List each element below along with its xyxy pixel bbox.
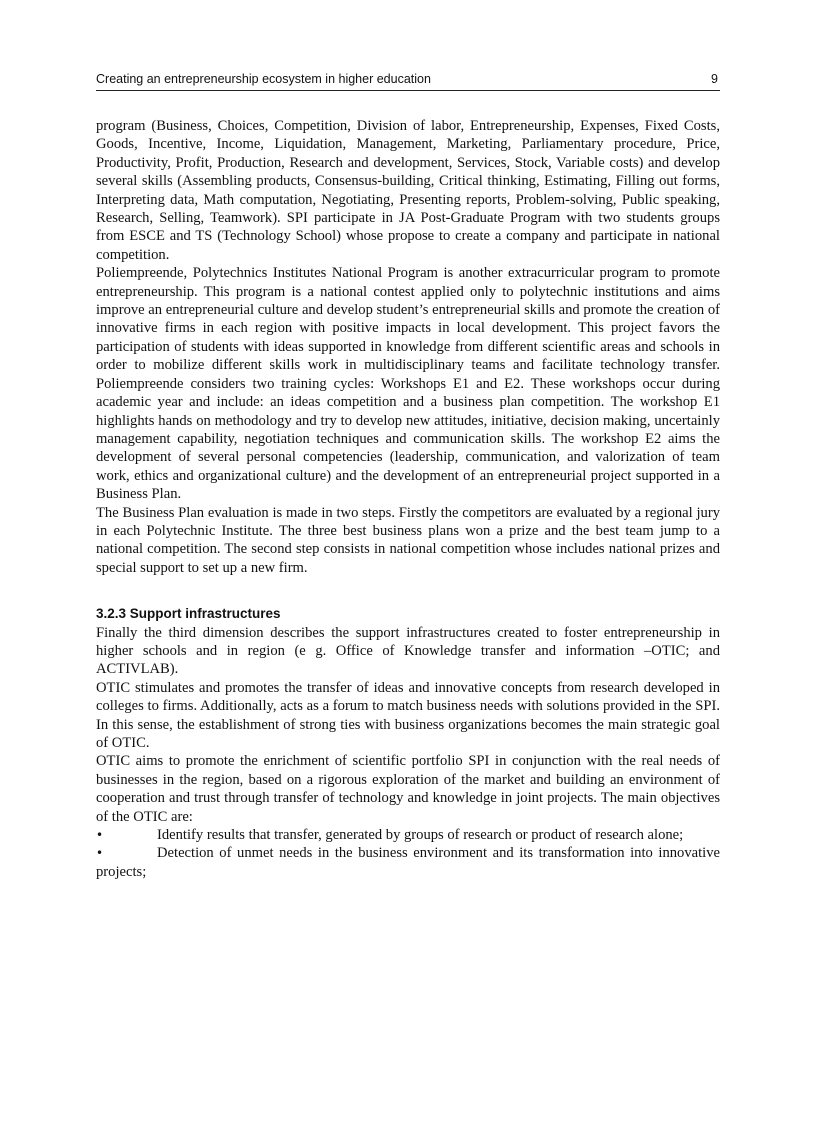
bullet-icon: • bbox=[96, 828, 104, 843]
page-number: 9 bbox=[711, 72, 718, 86]
objectives-list bbox=[96, 826, 720, 881]
paragraph: OTIC aims to promote the enrichment of scientific portfolio SPI in conjunction with the real needs of businesses in the region, based on a rigorous exploration of the market and building an environment of cooperation and trust through transfer of technology and knowledge in joint projects. The main objectives of the OTIC are: bbox=[96, 753, 720, 825]
bullet-icon: • bbox=[96, 846, 104, 861]
list-item bbox=[96, 844, 720, 881]
paragraph: The Business Plan evaluation is made in two steps. Firstly the competitors are evaluated by a regional jury in each Polytechnic Institute. The three best business plans won a prize and the best team jump to a national competition. The second step consists in national competition whose includes national prizes and special support to set up a new firm. bbox=[96, 504, 720, 576]
list-item-text: Detection of unmet needs in the business environment and its transformation into innovative projects; bbox=[96, 845, 720, 880]
list-item-text: Identify results that transfer, generated by groups of research or product of research alone; bbox=[157, 827, 684, 844]
running-header bbox=[96, 70, 720, 91]
header-title: Creating an entrepreneurship ecosystem in higher education bbox=[96, 72, 431, 86]
list-item bbox=[96, 826, 720, 844]
paragraph: program (Business, Choices, Competition, Division of labor, Entrepreneurship, Expenses, Fixed Costs, Goods, Incentive, Income, Liquidation, Management, Marketing, Parliamentary procedure, Price, Productivity, Profit, Production, Research and development, Services, Stock, Variable costs) and develop several skills (Assembling products, Consensus-building, Critical thinking, Estimating, Filling out forms, Interpreting data, Math computation, Negotiating, Presenting reports, Problem-solving, Public speaking, Research, Selling, Teamwork). SPI participate in JA Post-Graduate Program with two students groups from ESCE and TS (Technology School) whose propose to create a company and participate in national competition. bbox=[96, 118, 720, 263]
paragraph: Poliempreende, Polytechnics Institutes National Program is another extracurricular program to promote entrepreneurship. This program is a national contest applied only to polytechnic institutions and aims improve an entrepreneurial culture and develop student’s entrepreneurial skills and promote the creation of innovative firms in each region with positive impacts in local development. This project favors the participation of students with ideas supported in knowledge from different scientific areas and schools in order to mobilize different skills work in multidisciplinary teams and facilitate technology transfer. Poliempreende considers two training cycles: Workshops E1 and E2. These workshops occur during academic year and include: an ideas competition and a business plan competition. The workshop E1 highlights hands on methodology and try to develop new attitudes, initiative, decision making, uncertainly management capability, negotiation techniques and communication skills. The workshop E2 aims the development of several personal competencies (leadership, communication, and valorization of team work, ethics and organizational culture) and the development of an entrepreneurial project supported in a Business Plan. bbox=[96, 265, 720, 503]
paragraph: OTIC stimulates and promotes the transfer of ideas and innovative concepts from research developed in colleges to firms. Additionally, acts as a forum to match business needs with solutions provided in the SPI. In this sense, the establishment of strong ties with business organizations becomes the main strategic goal of OTIC. bbox=[96, 679, 720, 751]
section-heading: 3.2.3 Support infrastructures bbox=[96, 606, 281, 622]
body-text bbox=[96, 117, 720, 881]
paragraph: Finally the third dimension describes the support infrastructures created to foster entrepreneurship in higher schools and in region (e g. Office of Knowledge transfer and information –OTIC; and ACTIVLAB). bbox=[96, 624, 720, 678]
